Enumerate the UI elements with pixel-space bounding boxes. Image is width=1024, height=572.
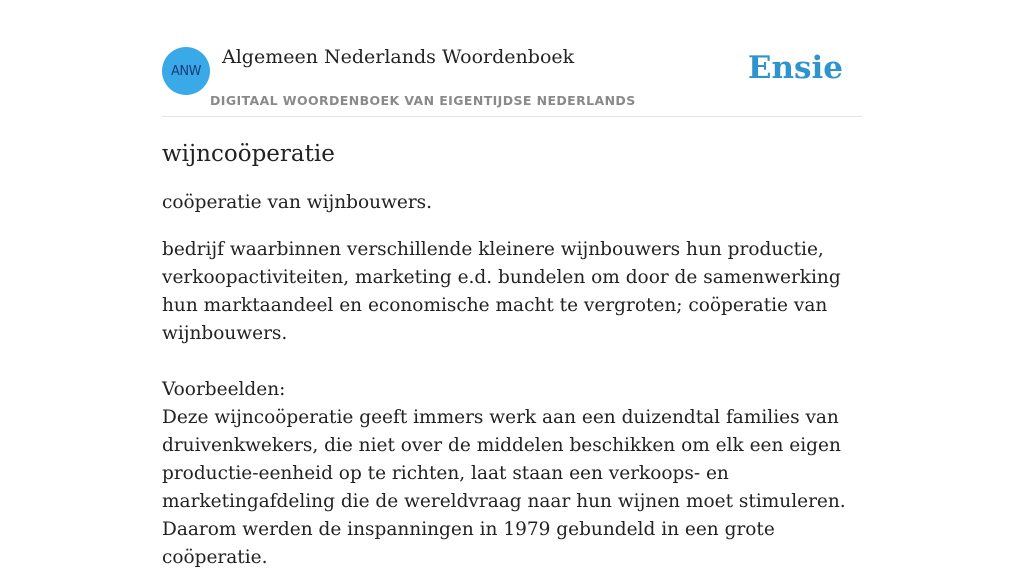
site-subtitle: DIGITAAL WOORDENBOEK VAN EIGENTIJDSE NEDERLANDS: [210, 93, 636, 108]
examples-heading: Voorbeelden:: [162, 379, 286, 400]
site-header: [162, 0, 862, 117]
entry-definition: coöperatie van wijnbouwers.: [162, 192, 433, 213]
logo-text: ANW: [171, 63, 201, 79]
site-title[interactable]: Algemeen Nederlands Woordenboek: [222, 46, 575, 68]
entry-description: bedrijf waarbinnen verschillende kleinere wijnbouwers hun productie, verkoopactiviteiten, marketing e.d. bundelen om door de samenwerking hun marktaandeel en economische macht te vergroten; coöperatie van wijnbouwers.: [162, 239, 841, 344]
anw-logo[interactable]: [162, 47, 210, 95]
entry-headword: wijncoöperatie: [162, 141, 335, 167]
ensie-brand-link[interactable]: Ensie: [747, 50, 843, 86]
example-text: Deze wijncoöperatie geeft immers werk aan een duizendtal families van druivenkwekers, die niet over de middelen beschikken om elk een eigen productie-eenheid op te richten, laat staan een verkoops- en marketingafdeling die de wereldvraag naar hun wijnen moet stimuleren. Daarom werden de inspanningen in 1979 gebundeld in een grote coöperatie.: [162, 407, 846, 568]
entry-content: [162, 136, 862, 572]
